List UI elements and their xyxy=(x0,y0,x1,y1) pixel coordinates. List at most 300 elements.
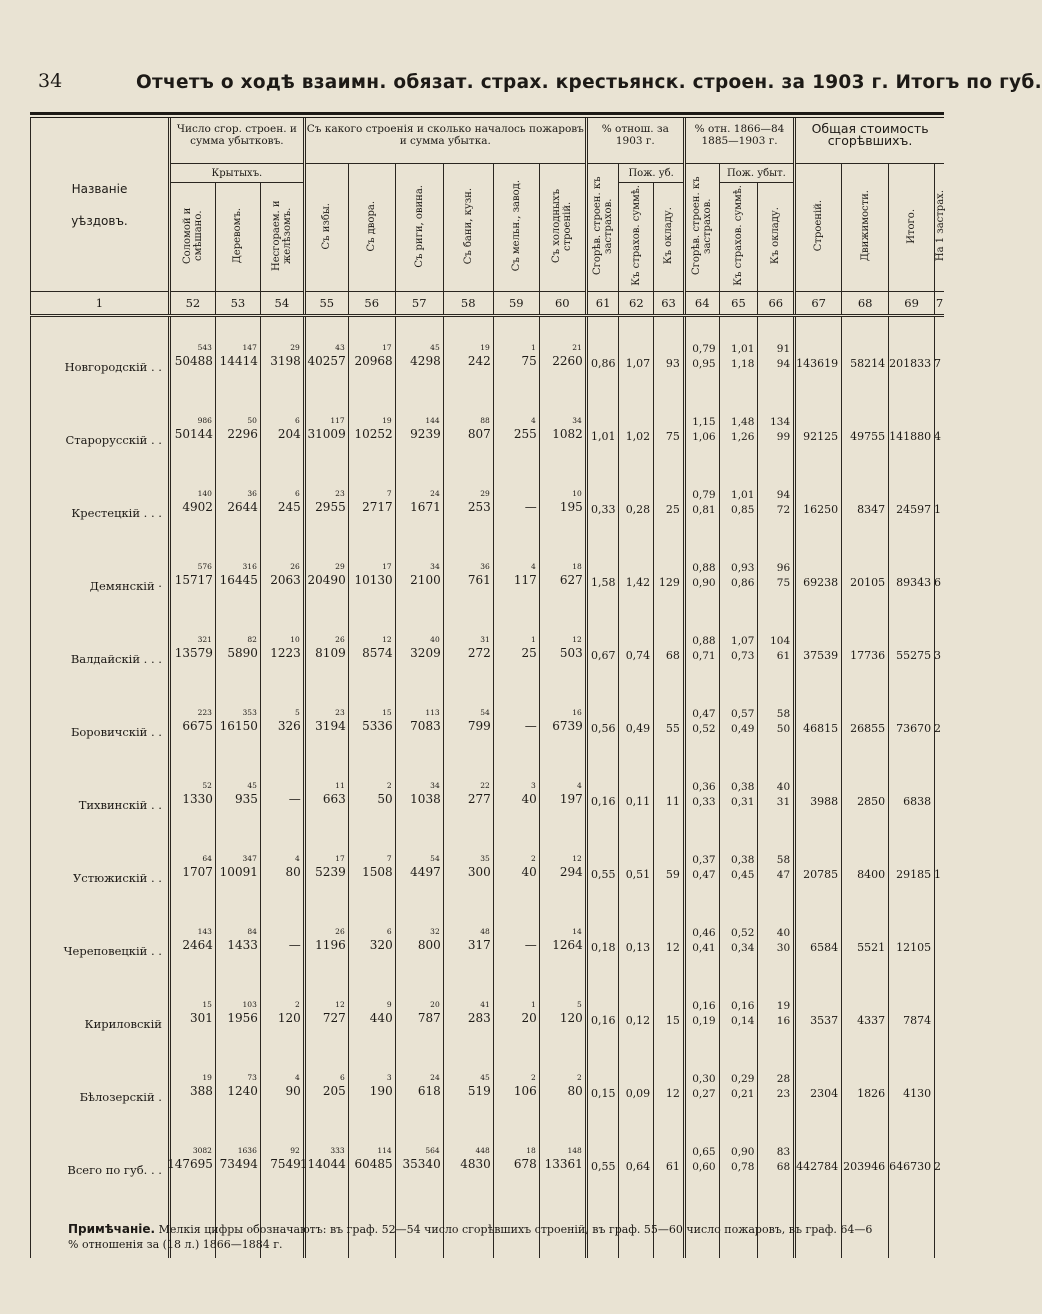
cell-c57 xyxy=(395,536,443,609)
count-value: 16 xyxy=(572,708,582,717)
count-value: 117 xyxy=(330,416,345,425)
cell-c58 xyxy=(443,316,493,391)
loss-value: 4830 xyxy=(460,1157,491,1171)
loss-value: 10130 xyxy=(354,573,393,587)
cost-value: 141880 xyxy=(889,430,932,443)
count-value: 7 xyxy=(386,854,392,863)
cost-value: 12105 xyxy=(896,941,932,954)
cell-c53 xyxy=(215,1047,260,1120)
count-value: 144 xyxy=(425,416,440,425)
count-value: 40 xyxy=(430,635,440,644)
cell-c70 xyxy=(935,682,944,755)
cell-c62 xyxy=(619,1120,654,1193)
loss-value: 277 xyxy=(467,792,491,806)
loss-value: 20490 xyxy=(307,573,346,587)
cell-c70 xyxy=(935,974,944,1047)
percent-1866-1884: 40 xyxy=(776,927,791,939)
district-name: Всего по губ. . . xyxy=(31,1120,170,1193)
cost-value: 89343 xyxy=(896,576,932,589)
percent-value: 68 xyxy=(665,649,680,662)
loss-value: 1038 xyxy=(410,792,441,806)
cost-value: 4337 xyxy=(857,1014,886,1027)
cell-c66 xyxy=(758,682,795,755)
count-value: 82 xyxy=(247,635,257,644)
count-value: 19 xyxy=(382,416,392,425)
cell-c63 xyxy=(654,901,685,974)
cell-c67 xyxy=(795,390,842,463)
loss-value: — xyxy=(524,719,537,733)
percent-1866-1884: 0,79 xyxy=(692,343,716,355)
percent-1885-1903: 0,52 xyxy=(692,723,716,735)
cell-c55 xyxy=(299,1120,348,1193)
cell-c55 xyxy=(304,901,348,974)
loss-value: 106 xyxy=(513,1084,537,1098)
cell-c55 xyxy=(304,974,348,1047)
count-value: 143 xyxy=(197,927,212,936)
percent-value: 1,01 xyxy=(590,430,616,443)
cell-c69 xyxy=(889,974,935,1047)
cell-c59 xyxy=(493,390,539,463)
percent-1866-1884: 0,16 xyxy=(692,1000,716,1012)
count-value: 316 xyxy=(242,562,257,571)
cell-c62 xyxy=(619,974,654,1047)
subheader-fire-loss-period: Пож. убыт. xyxy=(719,164,795,183)
percent-1885-1903: 72 xyxy=(776,504,791,516)
cell-c64 xyxy=(684,1047,719,1120)
col-header-52: Соломой и смѣшано. xyxy=(169,183,215,292)
count-value: 223 xyxy=(197,708,212,717)
col-header-55: Съ избы. xyxy=(304,164,348,292)
loss-value: — xyxy=(524,938,537,952)
count-value: 4 xyxy=(295,1073,300,1082)
loss-value: 388 xyxy=(190,1084,213,1098)
column-number: 68 xyxy=(842,292,889,316)
cell-c69 xyxy=(889,755,935,828)
cell-c65 xyxy=(719,536,758,609)
cell-c59 xyxy=(493,755,539,828)
page-number: 34 xyxy=(38,70,63,92)
cost-value: 69238 xyxy=(803,576,839,589)
cost-value: 46815 xyxy=(803,722,839,735)
cell-c54 xyxy=(260,1047,304,1120)
cell-c60 xyxy=(539,828,586,901)
loss-value: 1082 xyxy=(552,427,583,441)
loss-value: — xyxy=(288,792,301,806)
cost-value: 20785 xyxy=(803,868,839,881)
count-value: 18 xyxy=(572,562,582,571)
cell-c53 xyxy=(215,390,260,463)
cell-c56 xyxy=(348,536,395,609)
percent-1866-1884: 0,30 xyxy=(692,1073,716,1085)
percent-1866-1884: 0,90 xyxy=(731,1146,755,1158)
cell-c53 xyxy=(215,901,260,974)
cell-c61 xyxy=(586,536,619,609)
loss-value: 6739 xyxy=(552,719,583,733)
cell-c64 xyxy=(684,828,719,901)
percent-1866-1884: 96 xyxy=(776,562,791,574)
cell-c56 xyxy=(348,316,395,391)
loss-value: 2955 xyxy=(315,500,346,514)
cell-c56 xyxy=(348,1047,395,1120)
percent-value: 0,74 xyxy=(625,649,651,662)
loss-value: 4497 xyxy=(410,865,441,879)
count-value: 564 xyxy=(425,1146,440,1155)
cell-c66 xyxy=(758,755,795,828)
count-value: 2 xyxy=(530,1073,536,1082)
count-value: 6 xyxy=(295,416,300,425)
percent-1866-1884: 0,29 xyxy=(731,1073,755,1085)
count-value: 333 xyxy=(330,1146,345,1155)
cell-c68 xyxy=(842,316,889,391)
count-value: 64 xyxy=(202,854,212,863)
cell-c70 xyxy=(935,1120,944,1193)
cost-value: 6838 xyxy=(903,795,932,808)
district-name: Кириловскій xyxy=(31,974,170,1047)
percent-value: 25 xyxy=(665,503,680,516)
loss-value: 117 xyxy=(513,573,537,587)
cell-c55 xyxy=(304,682,348,755)
count-value: 15 xyxy=(382,708,392,717)
loss-value: 2260 xyxy=(552,354,583,368)
percent-1885-1903: 0,14 xyxy=(731,1015,755,1027)
cell-c52 xyxy=(169,316,215,391)
cell-c67 xyxy=(795,901,842,974)
cell-c58 xyxy=(443,1047,493,1120)
loss-value: 2100 xyxy=(410,573,441,587)
count-value: 148 xyxy=(567,1146,582,1155)
percent-1885-1903: 0,85 xyxy=(731,504,755,516)
loss-value: 799 xyxy=(467,719,491,733)
loss-value: 787 xyxy=(417,1011,441,1025)
cost-value: 37539 xyxy=(803,649,839,662)
cell-c61 xyxy=(586,609,619,682)
percent-1885-1903: 0,73 xyxy=(731,650,755,662)
count-value: 34 xyxy=(572,416,582,425)
loss-value: 147695 xyxy=(167,1157,213,1171)
table-row xyxy=(31,1120,945,1193)
cell-c53 xyxy=(215,755,260,828)
count-value: 347 xyxy=(242,854,257,863)
cell-c60 xyxy=(539,1120,586,1193)
loss-value: 935 xyxy=(234,792,258,806)
table-row xyxy=(31,609,945,682)
cell-c58 xyxy=(443,974,493,1047)
loss-value: 50 xyxy=(377,792,393,806)
percent-1866-1884: 1,01 xyxy=(731,489,755,501)
percent-1885-1903: 0,86 xyxy=(731,577,755,589)
cell-c64 xyxy=(684,609,719,682)
count-value: 147 xyxy=(242,343,257,352)
percent-1885-1903: 0,34 xyxy=(731,942,755,954)
count-value: 52 xyxy=(202,781,212,790)
cell-c68 xyxy=(842,682,889,755)
cell-c58 xyxy=(443,536,493,609)
percent-value: 0,49 xyxy=(625,722,651,735)
footnote-label: Примѣчаніе. xyxy=(68,1222,156,1236)
col-header-67: Строеній. xyxy=(795,164,842,292)
cell-c53 xyxy=(215,316,260,391)
cell-c63 xyxy=(654,390,685,463)
loss-value: 242 xyxy=(467,354,491,368)
cell-c58 xyxy=(443,828,493,901)
percent-value: 0,16 xyxy=(590,795,616,808)
loss-value: 1671 xyxy=(410,500,441,514)
count-value: 54 xyxy=(480,708,490,717)
cell-c57 xyxy=(395,755,443,828)
cost-value: 1 xyxy=(934,503,941,516)
cell-c59 xyxy=(493,974,539,1047)
percent-1866-1884: 104 xyxy=(770,635,791,647)
cell-c52 xyxy=(169,1047,215,1120)
cost-value: 7874 xyxy=(903,1014,932,1027)
percent-value: 0,56 xyxy=(590,722,616,735)
loss-value: 75 xyxy=(521,354,537,368)
cell-c63 xyxy=(654,1120,685,1193)
count-value: 140 xyxy=(197,489,212,498)
loss-value: 40 xyxy=(521,792,537,806)
col-header-68: Движимости. xyxy=(842,164,889,292)
column-number: 56 xyxy=(348,292,395,316)
count-value: 3082 xyxy=(192,1146,212,1155)
percent-value: 1,58 xyxy=(590,576,616,589)
loss-value: 195 xyxy=(559,500,583,514)
loss-value: 40 xyxy=(521,865,537,879)
cell-c67 xyxy=(795,682,842,755)
cell-c65 xyxy=(719,682,758,755)
cell-c62 xyxy=(619,828,654,901)
cell-c63 xyxy=(654,974,685,1047)
loss-value: 40257 xyxy=(307,354,346,368)
cell-c52 xyxy=(169,1120,215,1193)
district-name: Боровичскій . . xyxy=(31,682,170,755)
loss-value: 3209 xyxy=(410,646,441,660)
percent-1866-1884: 0,93 xyxy=(731,562,755,574)
cell-c58 xyxy=(443,463,493,536)
cell-c61 xyxy=(586,463,619,536)
count-value: 24 xyxy=(430,489,440,498)
column-number: 57 xyxy=(395,292,443,316)
cell-c61 xyxy=(586,1047,619,1120)
count-value: 17 xyxy=(335,854,345,863)
col-header-64: Сгорѣв. строен. къ застрахов. xyxy=(684,164,719,292)
table-row xyxy=(31,463,945,536)
cell-c58 xyxy=(443,755,493,828)
count-value: 20 xyxy=(430,1000,440,1009)
cell-c68 xyxy=(842,755,889,828)
cell-c66 xyxy=(758,828,795,901)
percent-1866-1884: 0,79 xyxy=(692,489,716,501)
table-row xyxy=(31,828,945,901)
percent-1866-1884: 1,15 xyxy=(692,416,716,428)
column-number: 62 xyxy=(619,292,654,316)
cell-c60 xyxy=(539,974,586,1047)
percent-1885-1903: 1,18 xyxy=(731,358,755,370)
loss-value: 618 xyxy=(417,1084,441,1098)
count-value: 4 xyxy=(295,854,300,863)
cell-c59 xyxy=(493,1047,539,1120)
loss-value: 114044 xyxy=(299,1157,346,1171)
cost-value: 5521 xyxy=(857,941,886,954)
cell-c54 xyxy=(260,609,304,682)
percent-1885-1903: 1,26 xyxy=(731,431,755,443)
table-row xyxy=(31,316,945,391)
district-name: Валдайскій . . . xyxy=(31,609,170,682)
cell-c59 xyxy=(493,828,539,901)
cost-value: 8400 xyxy=(857,868,886,881)
column-number: 55 xyxy=(304,292,348,316)
loss-value: 15717 xyxy=(174,573,213,587)
cell-c54 xyxy=(260,316,304,391)
percent-1866-1884: 0,46 xyxy=(692,927,716,939)
cell-c63 xyxy=(654,536,685,609)
loss-value: 272 xyxy=(467,646,491,660)
loss-value: 1956 xyxy=(227,1011,258,1025)
percent-1885-1903: 0,33 xyxy=(692,796,716,808)
cell-c66 xyxy=(758,316,795,391)
col-header-59: Съ мельн., завод. xyxy=(493,164,539,292)
column-header-name: Названіе уѣздовъ. xyxy=(31,118,170,292)
count-value: 6 xyxy=(339,1073,345,1082)
cost-value: 201833 xyxy=(889,357,932,370)
count-value: 45 xyxy=(480,1073,490,1082)
percent-value: 0,09 xyxy=(625,1087,651,1100)
loss-value: 8109 xyxy=(315,646,346,660)
cost-value: 3988 xyxy=(810,795,839,808)
cell-c64 xyxy=(684,390,719,463)
cost-value: 49755 xyxy=(850,430,886,443)
percent-1866-1884: 40 xyxy=(776,781,791,793)
loss-value: 503 xyxy=(559,646,583,660)
cell-c61 xyxy=(586,828,619,901)
cell-c70 xyxy=(935,828,944,901)
percent-1866-1884: 0,38 xyxy=(731,854,755,866)
percent-1885-1903: 0,49 xyxy=(731,723,755,735)
cell-c63 xyxy=(654,463,685,536)
cell-c70 xyxy=(935,1047,944,1120)
cell-c56 xyxy=(348,901,395,974)
cell-c59 xyxy=(493,463,539,536)
cost-value: 442784 xyxy=(796,1160,839,1173)
percent-value: 0,13 xyxy=(625,941,651,954)
cell-c65 xyxy=(719,1120,758,1193)
percent-1885-1903: 61 xyxy=(776,650,791,662)
cell-c54 xyxy=(260,828,304,901)
count-value: 5 xyxy=(576,1000,582,1009)
count-value: 45 xyxy=(247,781,257,790)
table-row xyxy=(31,390,945,463)
cell-c55 xyxy=(304,536,348,609)
cell-c70 xyxy=(935,390,944,463)
cell-c54 xyxy=(260,390,304,463)
cell-c69 xyxy=(889,463,935,536)
cell-c69 xyxy=(889,1120,935,1193)
loss-value: 13579 xyxy=(174,646,213,660)
cell-c70 xyxy=(935,463,944,536)
loss-value: 6675 xyxy=(182,719,213,733)
count-value: 23 xyxy=(335,489,345,498)
loss-value: 2644 xyxy=(227,500,258,514)
cell-c67 xyxy=(795,609,842,682)
percent-1866-1884: 91 xyxy=(776,343,791,355)
cost-value: 29185 xyxy=(896,868,932,881)
count-value: 6 xyxy=(386,927,392,936)
cell-c67 xyxy=(795,974,842,1047)
count-value: 321 xyxy=(197,635,212,644)
count-value: 114 xyxy=(377,1146,392,1155)
loss-value: 50144 xyxy=(174,427,213,441)
footnote-text: Мелкія цифры обозначаютъ: въ граф. 52—54 число сгорѣвшихъ строеній, въ граф. 55—60 число пожаровъ, въ граф. 64—6 xyxy=(158,1223,873,1236)
count-value: 43 xyxy=(335,343,345,352)
cell-c60 xyxy=(539,463,586,536)
percent-1866-1884: 0,37 xyxy=(692,854,716,866)
cell-c62 xyxy=(619,609,654,682)
count-value: 2 xyxy=(295,1000,300,1009)
cost-value: 203946 xyxy=(843,1160,886,1173)
loss-value: 761 xyxy=(467,573,491,587)
loss-value: 10252 xyxy=(354,427,393,441)
cell-c56 xyxy=(348,390,395,463)
cell-c69 xyxy=(889,316,935,391)
count-value: 35 xyxy=(480,854,490,863)
percent-1885-1903: 23 xyxy=(776,1088,791,1100)
percent-1885-1903: 0,45 xyxy=(731,869,755,881)
cost-value: 2 xyxy=(934,1160,941,1173)
cell-c59 xyxy=(493,901,539,974)
cell-c52 xyxy=(169,682,215,755)
count-value: 84 xyxy=(247,927,257,936)
cell-c66 xyxy=(758,609,795,682)
cell-c52 xyxy=(169,463,215,536)
cell-c60 xyxy=(539,682,586,755)
column-number: 65 xyxy=(719,292,758,316)
count-value: 29 xyxy=(290,343,300,352)
loss-value: 5890 xyxy=(227,646,258,660)
cell-c57 xyxy=(395,316,443,391)
cell-c67 xyxy=(795,1120,842,1193)
loss-value: 1508 xyxy=(362,865,393,879)
percent-1866-1884: 0,88 xyxy=(692,562,716,574)
table-row xyxy=(31,1047,945,1120)
column-number: 7 xyxy=(935,292,944,316)
column-number: 63 xyxy=(654,292,685,316)
column-number: 58 xyxy=(443,292,493,316)
cell-c58 xyxy=(443,390,493,463)
percent-1885-1903: 0,81 xyxy=(692,504,716,516)
count-value: 103 xyxy=(242,1000,257,1009)
count-value: 34 xyxy=(430,781,440,790)
cell-c65 xyxy=(719,609,758,682)
table-row xyxy=(31,682,945,755)
cell-c65 xyxy=(719,1047,758,1120)
cell-c53 xyxy=(215,609,260,682)
count-value: 36 xyxy=(480,562,490,571)
footnote xyxy=(68,1222,944,1252)
cell-c58 xyxy=(443,901,493,974)
percent-value: 75 xyxy=(665,430,680,443)
loss-value: 1264 xyxy=(552,938,583,952)
cell-c52 xyxy=(169,609,215,682)
count-value: 48 xyxy=(480,927,490,936)
loss-value: 25 xyxy=(521,646,537,660)
cell-c57 xyxy=(395,463,443,536)
cell-c58 xyxy=(443,1120,493,1193)
cell-c65 xyxy=(719,901,758,974)
loss-value: 1433 xyxy=(227,938,258,952)
cell-c56 xyxy=(348,974,395,1047)
cell-c68 xyxy=(842,974,889,1047)
loss-value: — xyxy=(524,500,537,514)
cell-c70 xyxy=(935,316,944,391)
